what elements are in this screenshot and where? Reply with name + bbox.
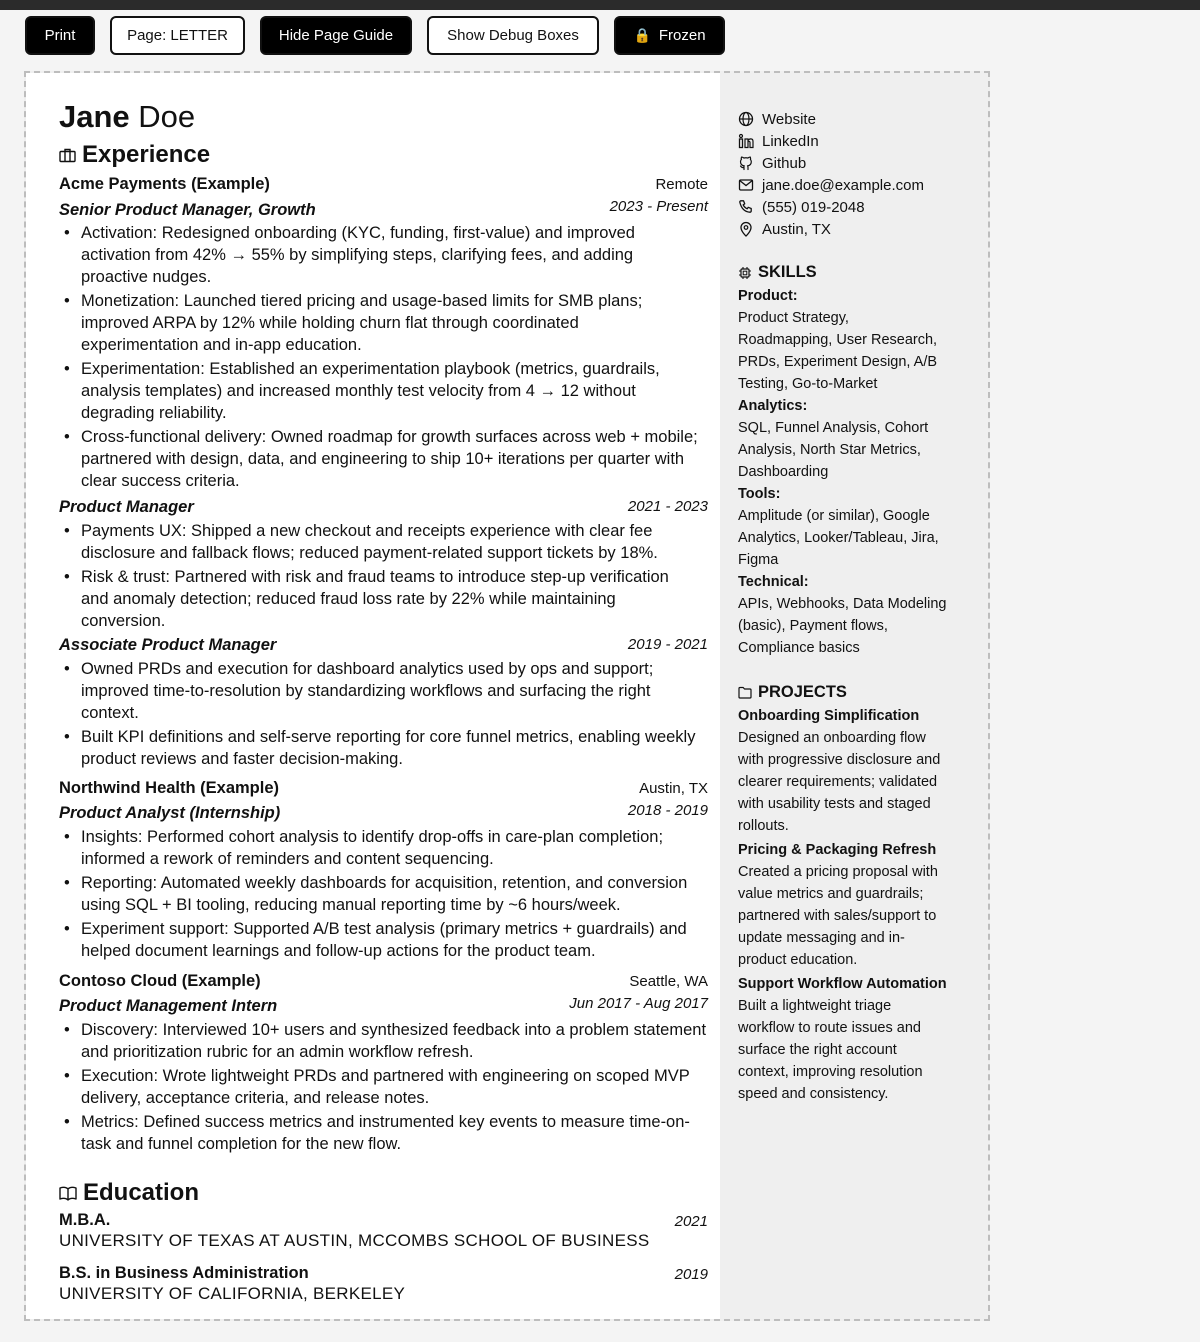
role-title: Product Analyst (Internship) [59, 804, 281, 822]
project-line: with progressive disclosure and [738, 752, 941, 768]
role-dates: 2021 - 2023 [627, 498, 708, 515]
bullet-list [59, 222, 699, 494]
skill-line: Analysis, North Star Metrics, [738, 442, 921, 458]
project-line: with usability tests and staged [738, 796, 931, 812]
skill-line: PRDs, Experiment Design, A/B [738, 354, 938, 370]
window-top-bar [0, 0, 1200, 10]
page-guide-button[interactable]: Hide Page Guide [260, 16, 412, 55]
briefcase-icon [59, 148, 76, 163]
project-line: value metrics and guardrails; [738, 886, 924, 902]
role-title: Product Manager [59, 498, 194, 516]
bullet-item: • Discovery: Interviewed 10+ users and synthesized feedback into a problem statement and prioritization rubric for an admin workflow refresh. [59, 1019, 713, 1063]
bullet-list [59, 1019, 713, 1157]
company-location: Remote [655, 176, 708, 193]
skill-line: Compliance basics [738, 640, 860, 656]
degree-title: B.S. in Business Administration [59, 1264, 309, 1282]
resume-main-column [26, 73, 720, 1319]
project-line: product education. [738, 952, 858, 968]
contact-label: Website [762, 110, 816, 128]
bullet-item: • Payments UX: Shipped a new checkout and receipts experience with clear fee disclosure and fallback flows; reduced payment-related support tickets by 18%. [59, 520, 699, 564]
role-dates: 2018 - 2019 [627, 802, 708, 819]
bullet-item: • Monetization: Launched tiered pricing and usage-based limits for SMB plans; improved ARPA by 12% while holding churn flat through coordinated experimentation and in-app education. [59, 290, 699, 356]
projects-heading: PROJECTS [738, 683, 847, 702]
company-location: Seattle, WA [629, 973, 708, 990]
cpu-icon [738, 266, 752, 280]
role-dates: Jun 2017 - Aug 2017 [569, 995, 708, 1012]
project-line: workflow to route issues and [738, 1020, 921, 1036]
company-location: Austin, TX [639, 780, 708, 797]
resume-sidebar [720, 73, 990, 1319]
bullet-item: • Insights: Performed cohort analysis to identify drop-offs in care-plan completion; informed a rework of reminders and content sequencing. [59, 826, 699, 870]
skill-line: Testing, Go-to-Market [738, 376, 878, 392]
skill-line: Product Strategy, [738, 310, 849, 326]
project-line: Designed an onboarding flow [738, 730, 926, 746]
bullet-item: • Owned PRDs and execution for dashboard analytics used by ops and support; improved time-to-resolution by standardizing workflows and surfacing the right context. [59, 658, 699, 724]
degree-year: 2019 [674, 1266, 708, 1283]
linkedin-icon [738, 133, 754, 149]
degree-title: M.B.A. [59, 1211, 111, 1229]
contact-linkedin[interactable] [738, 130, 819, 152]
project-line: Created a pricing proposal with [738, 864, 938, 880]
bullet-list [59, 826, 699, 964]
skill-line: APIs, Webhooks, Data Modeling [738, 596, 947, 612]
contact-location [738, 218, 831, 240]
project-line: speed and consistency. [738, 1086, 889, 1102]
skill-line: Amplitude (or similar), Google [738, 508, 930, 524]
skill-line: Analytics, Looker/Tableau, Jira, [738, 530, 939, 546]
contact-label: Austin, TX [762, 220, 831, 238]
contact-github[interactable] [738, 152, 806, 174]
project-line: context, improving resolution [738, 1064, 923, 1080]
frozen-button[interactable] [614, 16, 725, 55]
bullet-list [59, 520, 699, 634]
project-line: clearer requirements; validated [738, 774, 938, 790]
skill-category: Analytics: [738, 398, 808, 414]
lock-icon: 🔒 [633, 27, 651, 43]
degree-year: 2021 [674, 1213, 708, 1230]
project-line: update messaging and in- [738, 930, 905, 946]
bullet-item: • Cross-functional delivery: Owned roadmap for growth surfaces across web + mobile; partnered with design, data, and engineering to ship 10+ iterations per quarter with clear success criteria. [59, 426, 699, 492]
experience-heading: Experience [59, 141, 210, 169]
toolbar [25, 16, 725, 55]
role-title: Senior Product Manager, Growth [59, 201, 316, 219]
bullet-item: • Activation: Redesigned onboarding (KYC, funding, first-value) and improved activation from 42% → 55% by simplifying steps, clarifying fees, and adding proactive nudges. [59, 222, 699, 288]
company-name: Contoso Cloud (Example) [59, 972, 261, 990]
school-name: UNIVERSITY OF CALIFORNIA, BERKELEY [59, 1284, 406, 1303]
contact-label: Github [762, 154, 807, 172]
skill-line: SQL, Funnel Analysis, Cohort [738, 420, 929, 436]
contact-label: LinkedIn [762, 132, 819, 150]
resume-page [24, 71, 990, 1321]
project-line: Built a lightweight triage [738, 998, 892, 1014]
project-line: surface the right account [738, 1042, 897, 1058]
company-name: Acme Payments (Example) [59, 175, 270, 193]
skill-category: Tools: [738, 486, 781, 502]
company-name: Northwind Health (Example) [59, 779, 280, 797]
github-icon [738, 155, 754, 171]
print-button[interactable]: Print [25, 16, 95, 55]
frozen-label: Frozen [658, 27, 706, 44]
contact-phone[interactable] [738, 196, 865, 218]
debug-boxes-button[interactable]: Show Debug Boxes [427, 16, 599, 55]
education-heading: Education [59, 1179, 199, 1207]
bullet-item: • Execution: Wrote lightweight PRDs and partnered with engineering on scoped MVP delivery, acceptance criteria, and release notes. [59, 1065, 713, 1109]
school-name: UNIVERSITY OF TEXAS AT AUSTIN, MCCOMBS SCHOOL OF BUSINESS [59, 1231, 650, 1250]
bullet-item: • Experiment support: Supported A/B test analysis (primary metrics + guardrails) and helped document learnings and follow-up actions for the product team. [59, 918, 699, 962]
map-pin-icon [738, 221, 754, 237]
skills-list [738, 285, 966, 659]
contact-email[interactable] [738, 174, 924, 196]
contact-website[interactable] [738, 108, 816, 130]
mail-icon [738, 177, 754, 193]
skill-category: Product: [738, 288, 798, 304]
phone-icon [738, 199, 754, 215]
project-line: rollouts. [738, 818, 789, 834]
bullet-item: • Risk & trust: Partnered with risk and fraud teams to introduce step-up verification and anomaly detection; reduced fraud loss rate by 22% while maintaining conversion. [59, 566, 699, 632]
project-line: partnered with sales/support to [738, 908, 937, 924]
role-dates: 2019 - 2021 [627, 636, 708, 653]
bullet-item: • Reporting: Automated weekly dashboards for acquisition, retention, and conversion using SQL + BI tooling, reducing manual reporting time by ~6 hours/week. [59, 872, 699, 916]
role-title: Associate Product Manager [59, 636, 277, 654]
project-title: Pricing & Packaging Refresh [738, 842, 937, 858]
bullet-item: • Metrics: Defined success metrics and instrumented key events to measure time-on-task and funnel completion for the new flow. [59, 1111, 713, 1155]
globe-icon [738, 111, 754, 127]
resume-name: Jane Doe [59, 99, 196, 134]
page-size-button[interactable]: Page: LETTER [110, 16, 245, 55]
skill-line: Dashboarding [738, 464, 829, 480]
bullet-item: • Experimentation: Established an experimentation playbook (metrics, guardrails, analysis templates) and increased monthly test velocity from 4 → 12 without degrading reliability. [59, 358, 699, 424]
project-title: Onboarding Simplification [738, 708, 920, 724]
book-open-icon [59, 1186, 77, 1201]
folder-icon [738, 686, 752, 699]
role-dates: 2023 - Present [609, 198, 708, 215]
projects-list [738, 705, 966, 1105]
skill-line: Figma [738, 552, 779, 568]
skill-line: Roadmapping, User Research, [738, 332, 938, 348]
bullet-list [59, 658, 699, 772]
skill-line: (basic), Payment flows, [738, 618, 888, 634]
skills-heading: SKILLS [738, 263, 817, 282]
project-title: Support Workflow Automation [738, 976, 947, 992]
contact-label: (555) 019-2048 [762, 198, 865, 216]
bullet-item: • Built KPI definitions and self-serve reporting for core funnel metrics, enabling weekly product reviews and faster decision-making. [59, 726, 699, 770]
role-title: Product Management Intern [59, 997, 278, 1015]
skill-category: Technical: [738, 574, 809, 590]
contact-label: jane.doe@example.com [762, 176, 924, 194]
